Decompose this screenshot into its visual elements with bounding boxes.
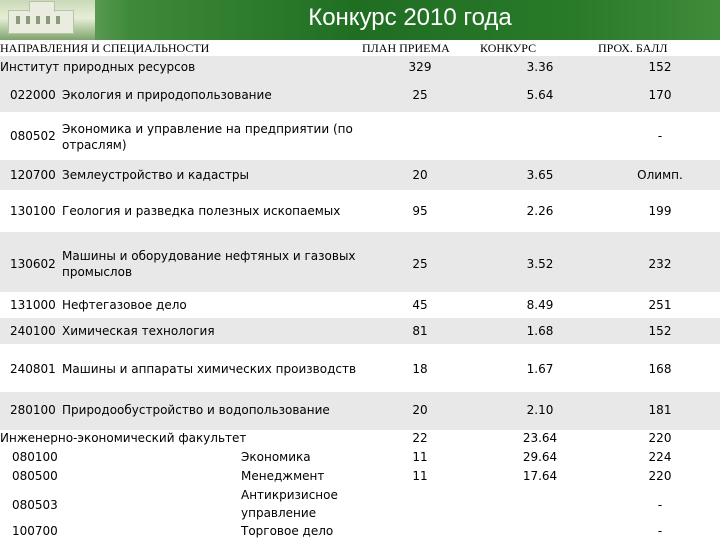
plan-value: 329 [408,60,432,74]
column-header-competition: КОНКУРС [480,41,537,55]
score-value: 170 [648,88,672,102]
score-value: 224 [648,450,672,464]
specialty-name: Геология и разведка полезных ископаемых [62,204,341,218]
university-building-photo [0,0,95,40]
specialty-code: 280100 [10,403,56,417]
competition-value: 1.68 [526,324,554,338]
specialty-name-line1: Машины и оборудование нефтяных и газовых [62,249,356,263]
specialty-name: Машины и аппараты химических производств [62,362,357,376]
specialty-code: 130602 [10,257,56,271]
score-value: 181 [648,403,672,417]
competition-value: 3.36 [526,60,554,74]
score-value: 220 [648,431,672,445]
specialty-code: 080500 [12,469,58,483]
window-shape [56,16,60,24]
plan-value: 11 [412,469,428,483]
score-value: - [657,498,663,512]
specialty-code: 080503 [12,498,58,512]
plan-value: 20 [412,168,428,182]
page-title: Конкурс 2010 года [308,4,512,31]
plan-value: 45 [412,298,428,312]
score-value: 152 [648,324,672,338]
score-value: - [657,524,663,538]
specialty-code: 080100 [12,450,58,464]
specialty-name: Менеджмент [241,469,325,483]
column-header-direction: НАПРАВЛЕНИЯ И СПЕЦИАЛЬНОСТИ [0,41,210,55]
plan-value: 95 [412,204,428,218]
competition-value: 23.64 [522,431,558,445]
window-shape [46,16,50,24]
window-shape [36,16,40,24]
specialty-name: Экология и природопользование [62,88,272,102]
specialty-code: 120700 [10,168,56,182]
specialty-name: Природообустройство и водопользование [62,403,330,417]
column-header-plan: ПЛАН ПРИЕМА [362,41,450,55]
competition-value: 3.52 [526,257,554,271]
plan-value: 20 [412,403,428,417]
score-value: - [657,129,663,143]
competition-value: 29.64 [522,450,558,464]
competition-value: 2.26 [526,204,554,218]
plan-value: 81 [412,324,428,338]
score-value: 152 [648,60,672,74]
window-shape [16,16,20,24]
specialty-name-line2: управление [241,506,317,520]
competition-value: 8.49 [526,298,554,312]
competition-value: 17.64 [522,469,558,483]
specialty-name: Торговое дело [241,524,334,538]
column-header-score: ПРОХ. БАЛЛ [598,41,668,55]
window-shape [26,16,30,24]
score-value: 199 [648,204,672,218]
score-value: Олимп. [637,168,683,182]
specialty-name-line1: Антикризисное [241,488,338,502]
specialty-code: 130100 [10,204,56,218]
specialty-name-line1: Экономика и управление на предприятии (по [62,122,353,136]
specialty-code: 240801 [10,362,56,376]
institute-name: Институт природных ресурсов [0,60,196,74]
specialty-code: 131000 [10,298,56,312]
competition-value: 2.10 [526,403,554,417]
institute-name: Инженерно-экономический факультет [0,431,247,445]
plan-value: 11 [412,450,428,464]
score-value: 220 [648,469,672,483]
score-value: 168 [648,362,672,376]
plan-value: 25 [412,88,428,102]
specialty-name: Нефтегазовое дело [62,298,187,312]
specialty-name: Экономика [241,450,311,464]
specialty-code: 080502 [10,129,56,143]
competition-value: 3.65 [526,168,554,182]
specialty-name-line2: отраслям) [62,138,127,152]
specialty-name-line2: промыслов [62,265,133,279]
specialty-name: Химическая технология [62,324,215,338]
competition-value: 1.67 [526,362,554,376]
specialty-code: 240100 [10,324,56,338]
specialty-code: 022000 [10,88,56,102]
plan-value: 25 [412,257,428,271]
competition-value: 5.64 [526,88,554,102]
specialty-code: 100700 [12,524,58,538]
score-value: 232 [648,257,672,271]
plan-value: 22 [412,431,428,445]
score-value: 251 [648,298,672,312]
specialty-name: Землеустройство и кадастры [62,168,249,182]
plan-value: 18 [412,362,428,376]
